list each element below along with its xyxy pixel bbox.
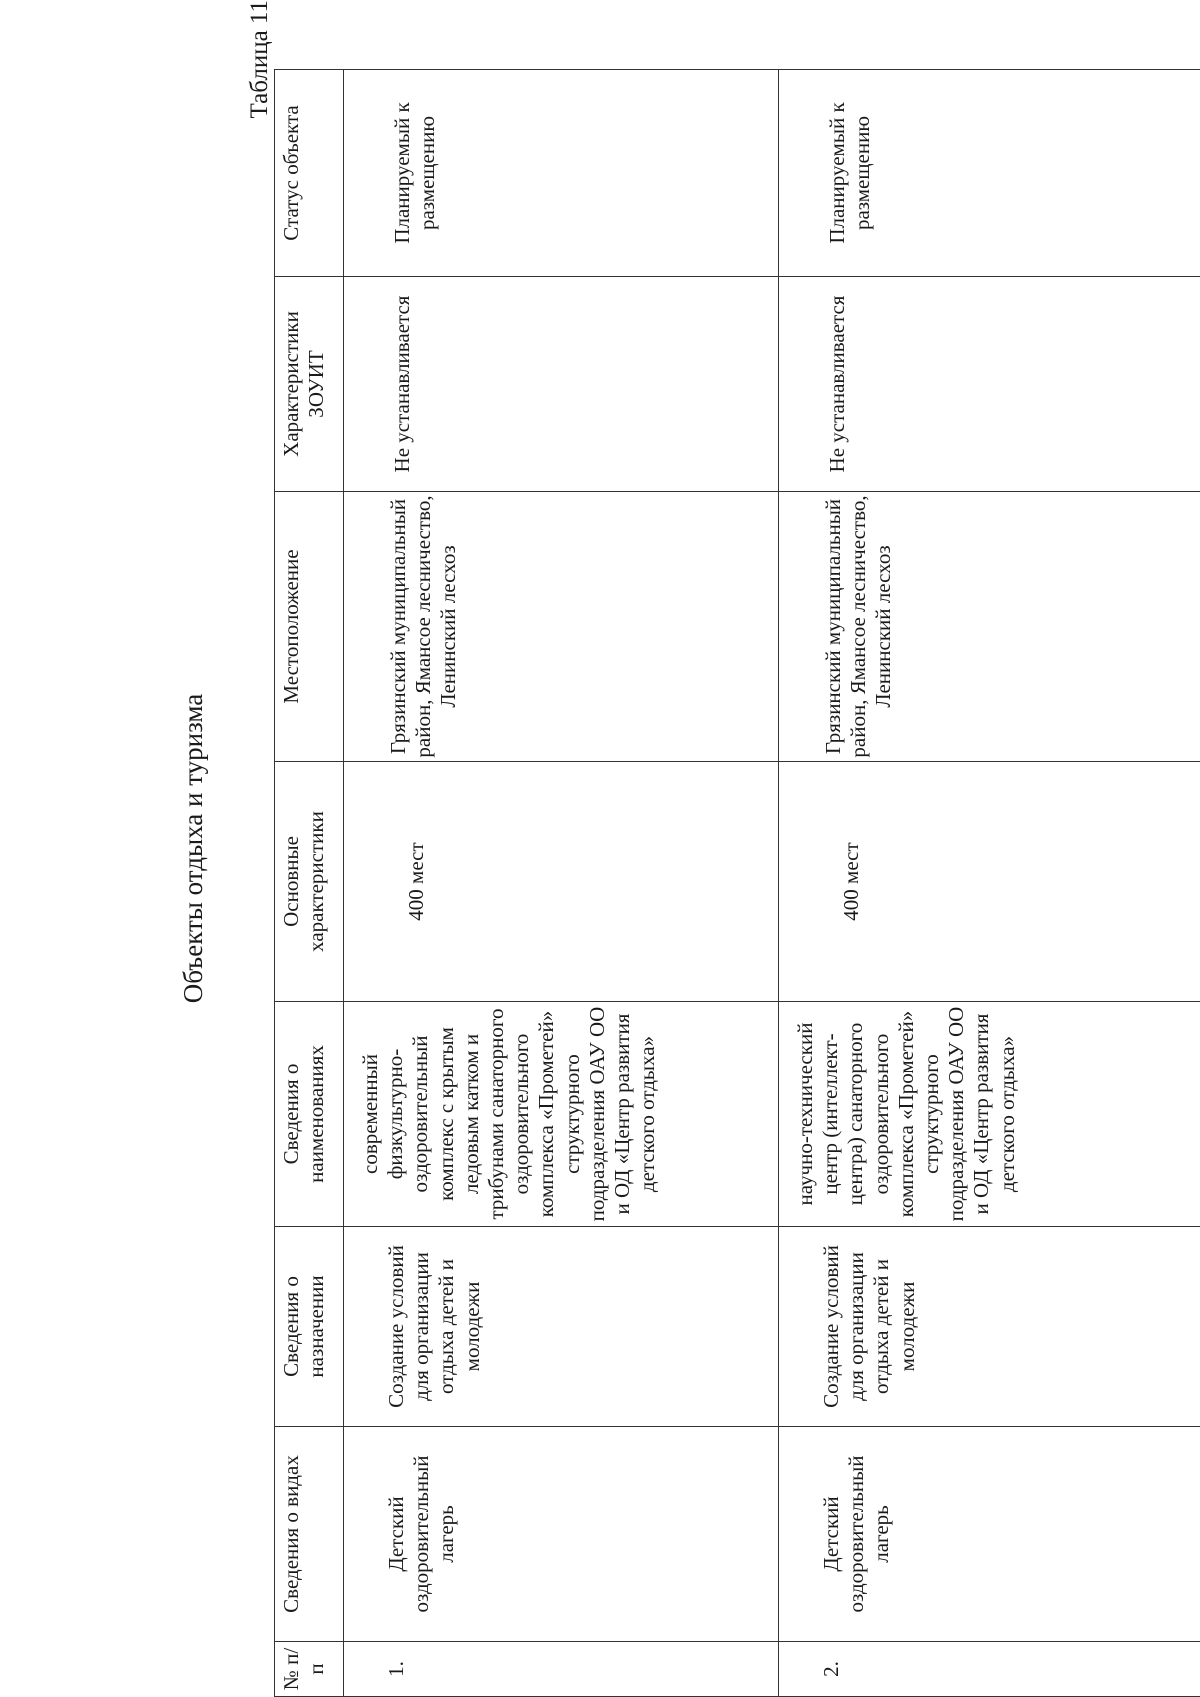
row-status: Планируемый к размещению — [779, 70, 1200, 277]
row-zouit: Не устанавливается — [779, 277, 1200, 492]
header-number: № п/п — [275, 1642, 344, 1697]
header-location: Местоположение — [275, 492, 344, 762]
document-title: Объекты отдыха и туризма — [178, 693, 208, 1004]
table-caption: Таблица 11 — [246, 0, 273, 119]
header-purpose: Сведения о назначении — [275, 1227, 344, 1427]
row-number: 2. — [779, 1642, 1200, 1697]
table-header-row — [275, 70, 344, 1697]
header-characteristics: Основные характеристики — [275, 762, 344, 1002]
row-purpose: Создание условий для организации отдыха детей и молодежи — [779, 1227, 1200, 1427]
row-characteristics: 400 мест — [779, 762, 1200, 1002]
row-location: Грязинский муниципальный район, Ямансое лесничество, Ленинский лесхоз — [344, 492, 779, 762]
objects-table — [274, 69, 1200, 1697]
row-kind: Детский оздоровительный лагерь — [779, 1427, 1200, 1642]
row-name: современный физкультурно-оздоровительный комплекс с крытым ледовым катком и трибунами санаторного оздоровительного комплекса «Прометей» структурного подразделения ОАУ ОО и ОД «Центр развития детского отдыха» — [344, 1002, 779, 1227]
header-kind: Сведения о видах — [275, 1427, 344, 1642]
row-number: 1. — [344, 1642, 779, 1697]
header-name: Сведения о наименованиях — [275, 1002, 344, 1227]
row-location: Грязинский муниципальный район, Ямансое лесничество, Ленинский лесхоз — [779, 492, 1200, 762]
row-kind: Детский оздоровительный лагерь — [344, 1427, 779, 1642]
table-row — [779, 70, 1200, 1697]
row-purpose: Создание условий для организации отдыха детей и молодежи — [344, 1227, 779, 1427]
header-zouit: Характеристики ЗОУИТ — [275, 277, 344, 492]
header-status: Статус объекта — [275, 70, 344, 277]
row-status: Планируемый к размещению — [344, 70, 779, 277]
row-name: научно-технический центр (интеллект-центра) санаторного оздоровительного комплекса «Прометей» структурного подразделения ОАУ ОО и ОД «Центр развития детского отдыха» — [779, 1002, 1200, 1227]
row-zouit: Не устанавливается — [344, 277, 779, 492]
row-characteristics: 400 мест — [344, 762, 779, 1002]
table-row — [344, 70, 779, 1697]
